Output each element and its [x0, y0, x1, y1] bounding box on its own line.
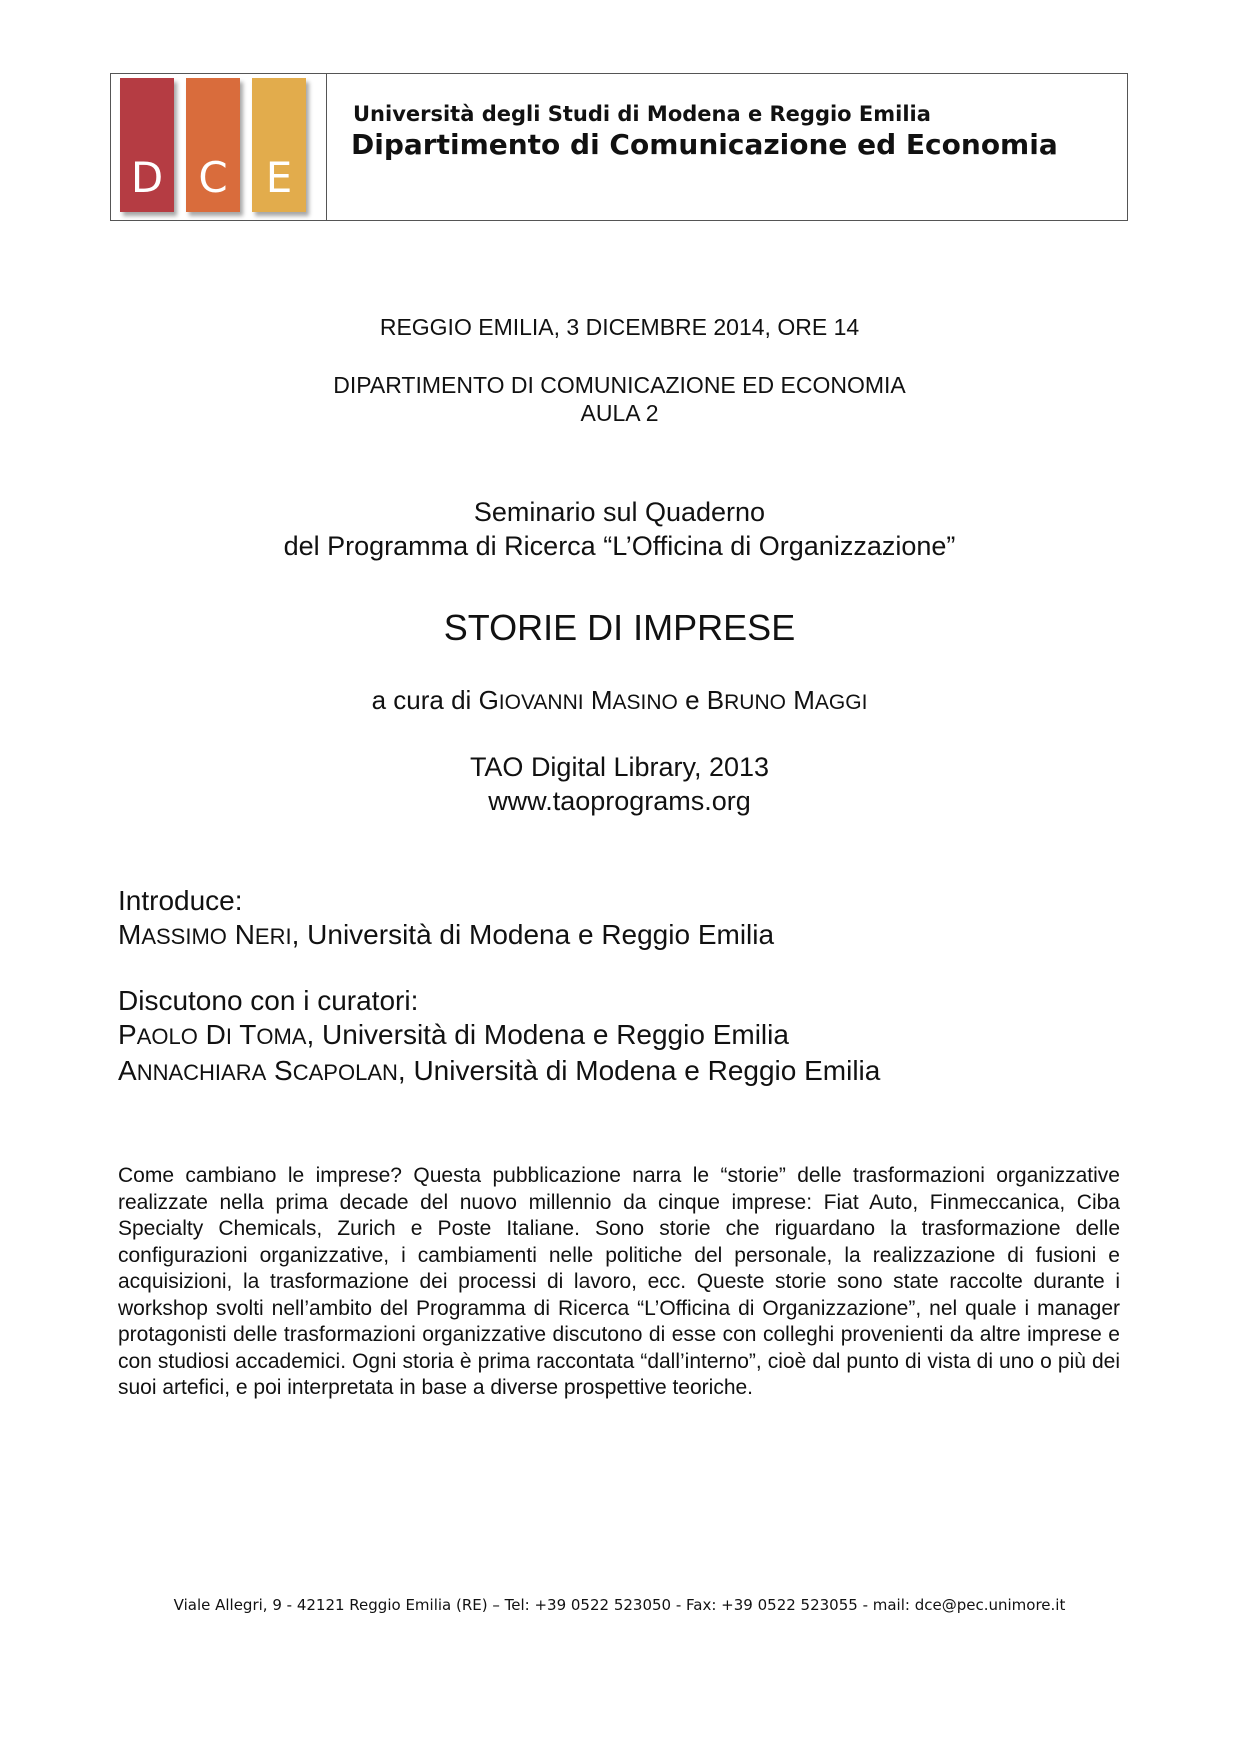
logo-tile-e [252, 78, 306, 212]
university-name: Università degli Studi di Modena e Reggio Emilia [353, 102, 931, 126]
letterhead [110, 73, 1128, 221]
book-title: STORIE DI IMPRESE [443, 607, 796, 648]
discussants-label: Discutono con i curatori: [118, 985, 419, 1016]
discussant-2-affiliation: , Università di Modena e Reggio Emilia [397, 1055, 881, 1086]
intro-label: Introduce: [118, 885, 243, 916]
intro-section [118, 884, 774, 954]
editors-line [0, 685, 1239, 716]
website: www.taoprograms.org [488, 786, 751, 816]
seminar-line-2: del Programma di Ricerca “L’Officina di Organizzazione” [283, 531, 956, 561]
department-name: Dipartimento di Comunicazione ed Economia [351, 128, 1058, 161]
discussant-1-affiliation: , Università di Modena e Reggio Emilia [306, 1019, 789, 1050]
discussants-section [118, 984, 880, 1090]
dce-logo [111, 74, 327, 220]
logo-letter-c: C [198, 153, 228, 202]
intro-affiliation: , Università di Modena e Reggio Emilia [291, 919, 775, 950]
editor-1: GIOVANNI MASINO [478, 685, 678, 715]
logo-tile-d [120, 78, 174, 212]
place-date: REGGIO EMILIA, 3 DICEMBRE 2014, ORE 14 [379, 314, 860, 340]
editor-2: BRUNO MAGGI [706, 685, 868, 715]
discussant-2: ANNACHIARA SCAPOLAN, Università di Modena e Reggio Emilia [118, 1055, 881, 1086]
venue-line-1: DIPARTIMENTO DI COMUNICAZIONE ED ECONOMIA [333, 372, 906, 398]
abstract-paragraph: Come cambiano le imprese? Questa pubblicazione narra le “storie” delle trasformazioni organizzative realizzate nella prima decade del nuovo millennio da cinque imprese: Fiat Auto, Finmeccanica, Ciba Specialty Chemicals, Zurich e Poste Italiane. Sono storie che riguardano la trasformazione delle configurazioni organizzative, i cambiamenti nelle politiche del personale, la realizzazione di fusioni e acquisizioni, la trasformazione dei processi di lavoro, ecc. Queste storie sono state raccolte durante i workshop svolti nell’ambito del Programma di Ricerca “L’Officina di Organizzazione”, nel quale i manager protagonisti delle trasformazioni organizzative discutono di esse con colleghi provenienti da altre imprese e con studiosi accademici. Ogni storia è prima raccontata “dall’interno”, cioè dal punto di vista di uno o più dei suoi artefici, e poi interpretata in base a diverse prospettive teoriche. [118, 1164, 1120, 1399]
logo-letter-e: E [265, 153, 293, 202]
discussant-1: PAOLO DI TOMA, Università di Modena e Reggio Emilia [118, 1019, 789, 1050]
footer-address: Viale Allegri, 9 - 42121 Reggio Emilia (RE) – Tel: +39 0522 523050 - Fax: +39 0522 523055 - mail: dce@pec.unimore.it [173, 1596, 1066, 1614]
intro-speaker: MASSIMO NERI, Università di Modena e Reggio Emilia [118, 919, 775, 950]
seminar-line-1: Seminario sul Quaderno [473, 497, 766, 527]
publisher: TAO Digital Library, 2013 [469, 752, 770, 782]
logo-letter-d: D [130, 153, 164, 202]
editors-and: e [685, 685, 700, 715]
editors-prefix: a cura di [371, 685, 472, 715]
logo-tile-c [186, 78, 240, 212]
venue-line-2: AULA 2 [580, 400, 659, 426]
